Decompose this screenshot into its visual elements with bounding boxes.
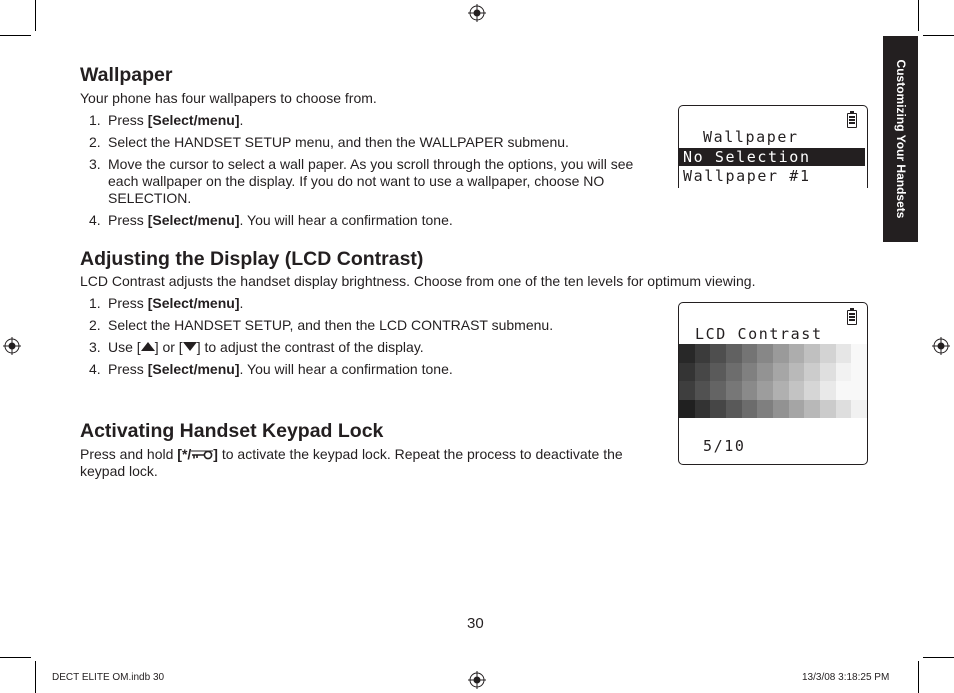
contrast-gradient-cell — [742, 400, 758, 419]
contrast-gradient-cell — [742, 363, 758, 382]
crop-mark — [0, 35, 31, 36]
contrast-gradient — [679, 344, 867, 418]
contrast-gradient-cell — [710, 344, 726, 363]
lcd-contrast-title: LCD Contrast — [695, 325, 823, 343]
contrast-gradient-cell — [742, 344, 758, 363]
contrast-gradient-cell — [773, 344, 789, 363]
crop-mark — [918, 0, 919, 31]
registration-mark-icon — [932, 337, 950, 355]
contrast-intro: LCD Contrast adjusts the handset display brightness. Choose from one of the ten levels for optimum viewing. — [80, 273, 756, 289]
side-tab — [883, 36, 918, 242]
crop-mark — [923, 657, 954, 658]
contrast-gradient-cell — [851, 381, 867, 400]
up-arrow-icon — [141, 342, 155, 351]
contrast-gradient-cell — [773, 400, 789, 419]
contrast-gradient-cell — [757, 400, 773, 419]
contrast-steps — [80, 295, 660, 383]
contrast-gradient-cell — [836, 344, 852, 363]
registration-mark-icon — [468, 4, 486, 22]
contrast-gradient-cell — [836, 363, 852, 382]
contrast-gradient-cell — [726, 363, 742, 382]
list-item: 1. Press [Select/menu]. — [89, 295, 244, 311]
contrast-gradient-cell — [679, 381, 695, 400]
registration-mark-icon — [468, 671, 486, 689]
contrast-gradient-cell — [726, 381, 742, 400]
contrast-gradient-cell — [710, 381, 726, 400]
contrast-gradient-cell — [742, 381, 758, 400]
list-item: 2. Select the HANDSET SETUP menu, and then the WALLPAPER submenu. — [89, 134, 569, 150]
lcd-line-selected: No Selection — [679, 148, 865, 166]
contrast-gradient-cell — [820, 363, 836, 382]
contrast-gradient-cell — [695, 363, 711, 382]
footer-file-info: DECT ELITE OM.indb 30 — [52, 672, 165, 683]
list-item: 2. Select the HANDSET SETUP, and then the LCD CONTRAST submenu. — [89, 317, 554, 333]
crop-mark — [0, 657, 31, 658]
contrast-gradient-cell — [773, 381, 789, 400]
contrast-gradient-cell — [804, 400, 820, 419]
contrast-gradient-cell — [710, 363, 726, 382]
contrast-gradient-cell — [789, 400, 805, 419]
registration-mark-icon — [3, 337, 21, 355]
side-tab-label: Customizing Your Handsets — [894, 59, 908, 219]
contrast-gradient-cell — [851, 400, 867, 419]
contrast-gradient-cell — [804, 344, 820, 363]
contrast-gradient-row — [679, 363, 867, 382]
contrast-gradient-cell — [757, 344, 773, 363]
contrast-gradient-cell — [773, 363, 789, 382]
contrast-gradient-cell — [695, 344, 711, 363]
contrast-gradient-cell — [789, 381, 805, 400]
lcd-line: Wallpaper #1 — [683, 167, 811, 185]
wallpaper-intro: Your phone has four wallpapers to choose from. — [80, 90, 377, 106]
list-item: 3. Move the cursor to select a wall paper. As you scroll through the options, you will see each wallpaper on the display. If you do not want to use a wallpaper, choose NO SELECTION. — [89, 156, 634, 206]
contrast-gradient-cell — [726, 400, 742, 419]
keypad-lock-text: Press and hold [*/ ] to activate the keypad lock. Repeat the process to deactivate the keypad lock. — [80, 446, 623, 479]
lcd-contrast-value: 5/10 — [703, 437, 746, 455]
crop-mark — [923, 35, 954, 36]
contrast-gradient-cell — [820, 400, 836, 419]
contrast-gradient-row — [679, 400, 867, 419]
section-title-wallpaper: Wallpaper — [80, 64, 173, 86]
contrast-gradient-cell — [695, 381, 711, 400]
lcd-line: Wallpaper — [703, 128, 799, 146]
list-item: 4. Press [Select/menu]. You will hear a confirmation tone. — [89, 361, 453, 377]
contrast-gradient-cell — [804, 381, 820, 400]
battery-icon — [847, 310, 857, 325]
contrast-gradient-cell — [679, 344, 695, 363]
contrast-gradient-cell — [836, 400, 852, 419]
lcd-wallpaper-screen — [678, 105, 868, 188]
contrast-gradient-cell — [851, 363, 867, 382]
contrast-gradient-row — [679, 381, 867, 400]
contrast-gradient-cell — [789, 363, 805, 382]
contrast-gradient-cell — [820, 344, 836, 363]
contrast-gradient-cell — [757, 381, 773, 400]
footer-timestamp: 13/3/08 3:18:25 PM — [802, 672, 890, 683]
section-title-contrast: Adjusting the Display (LCD Contrast) — [80, 248, 424, 270]
wallpaper-steps — [80, 112, 660, 234]
contrast-gradient-cell — [804, 363, 820, 382]
contrast-gradient-cell — [726, 344, 742, 363]
contrast-gradient-cell — [695, 400, 711, 419]
contrast-gradient-cell — [757, 363, 773, 382]
list-item: 1. Press [Select/menu]. — [89, 112, 244, 128]
battery-icon — [847, 113, 857, 128]
key-icon — [191, 450, 213, 460]
contrast-gradient-cell — [789, 344, 805, 363]
crop-mark — [35, 0, 36, 31]
contrast-gradient-cell — [710, 400, 726, 419]
crop-mark — [918, 661, 919, 693]
contrast-gradient-cell — [836, 381, 852, 400]
list-item: 3. Use [ ] or [ ] to adjust the contrast of the display. — [89, 339, 424, 355]
contrast-gradient-cell — [820, 381, 836, 400]
lcd-contrast-screen — [678, 302, 868, 465]
contrast-gradient-row — [679, 344, 867, 363]
section-title-keypad-lock: Activating Handset Keypad Lock — [80, 420, 384, 442]
contrast-gradient-cell — [851, 344, 867, 363]
page-number: 30 — [467, 615, 484, 632]
crop-mark — [35, 661, 36, 693]
contrast-gradient-cell — [679, 363, 695, 382]
down-arrow-icon — [183, 342, 197, 351]
list-item: 4. Press [Select/menu]. You will hear a confirmation tone. — [89, 212, 453, 228]
contrast-gradient-cell — [679, 400, 695, 419]
